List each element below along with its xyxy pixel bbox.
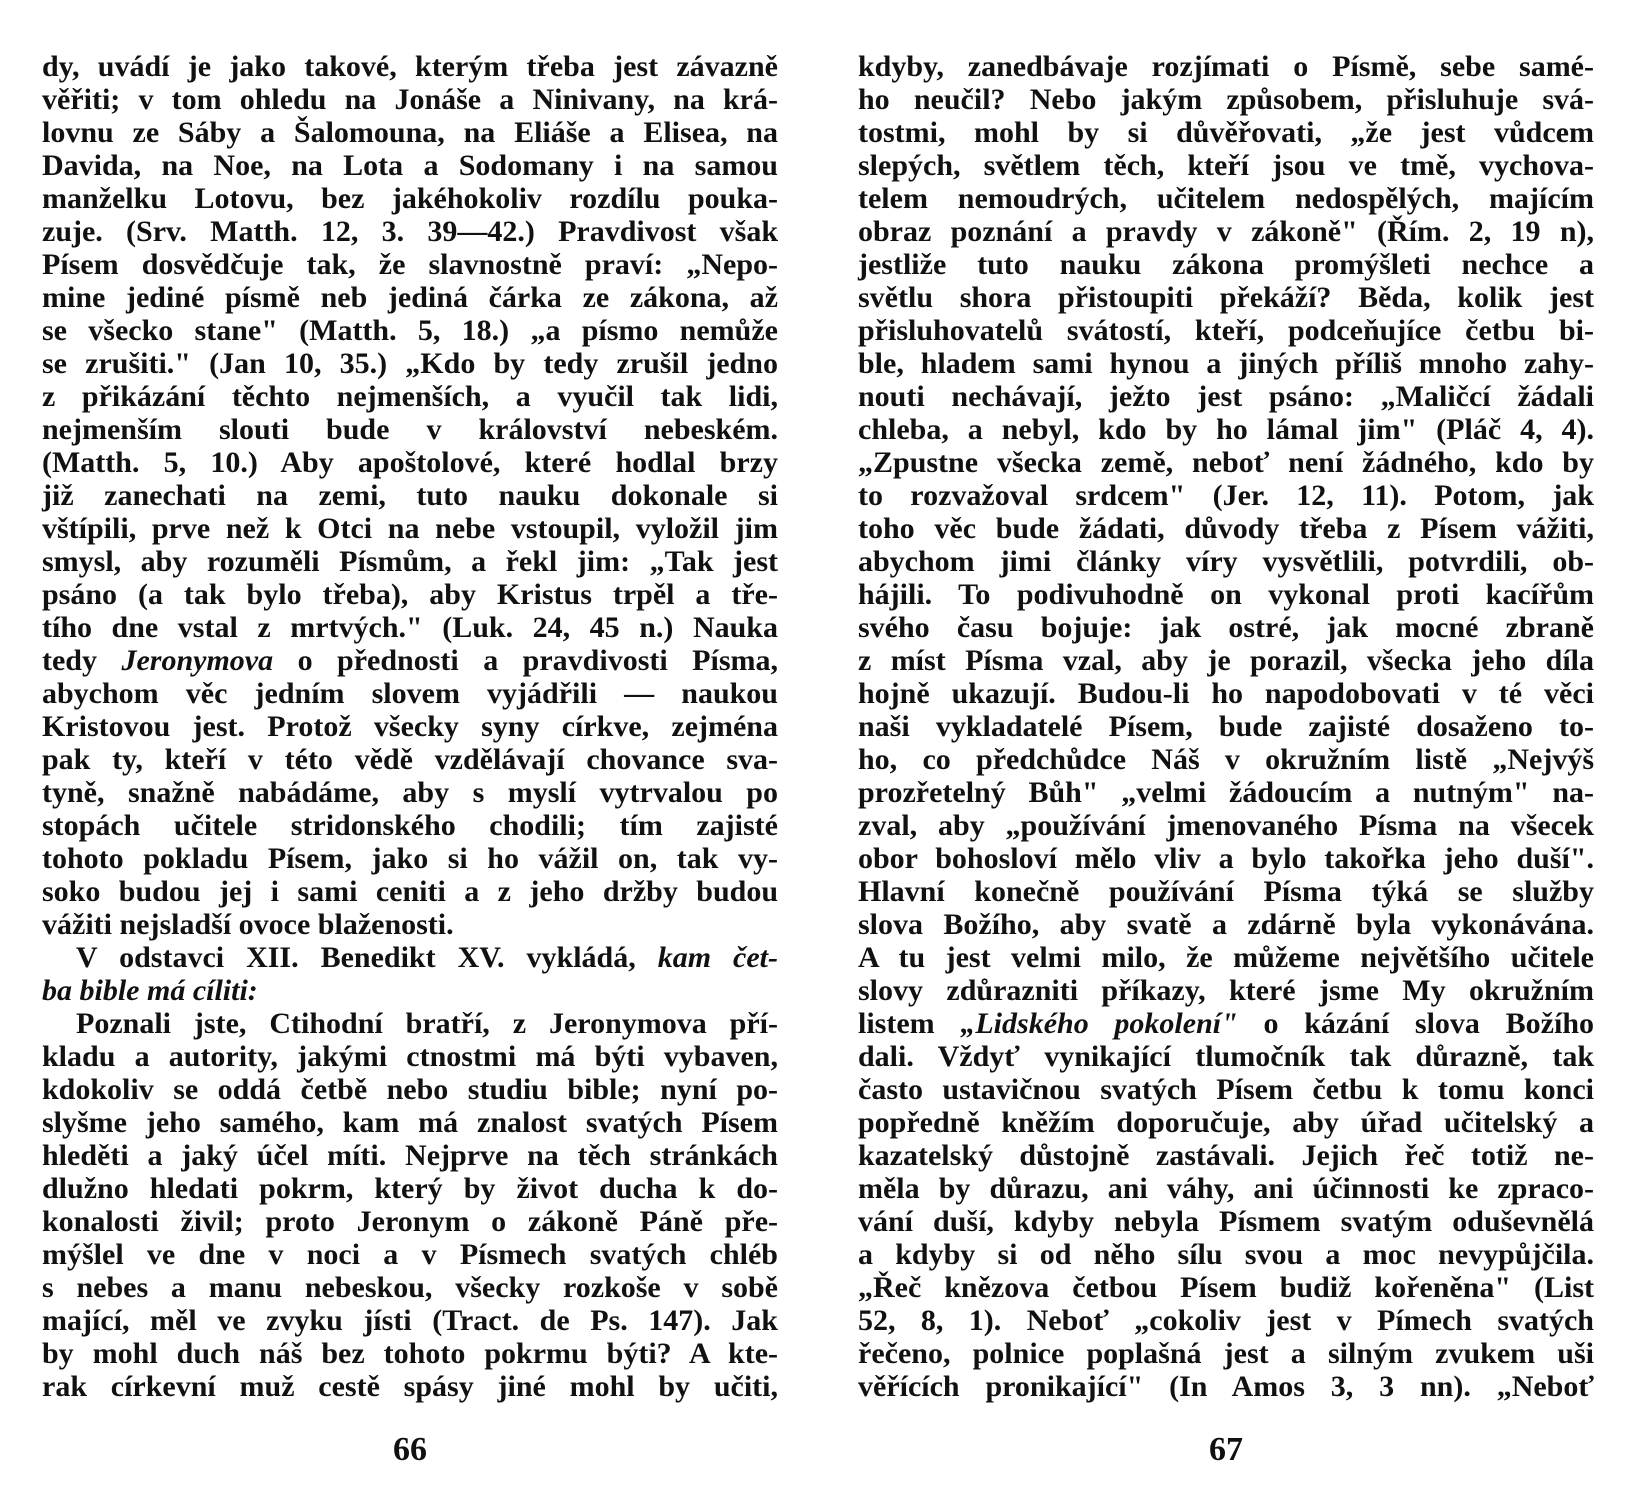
text-line: tostmi, mohl by si důvěřovati, „že jest vůdcem (858, 116, 1594, 149)
text-line: abychom věc jedním slovem vyjádřili — naukou (42, 677, 778, 710)
text-line: se všecko stane" (Matth. 5, 18.) „a písmo nemůže (42, 314, 778, 347)
text-line: ho neučil? Nebo jakým způsobem, přisluhuje svá- (858, 83, 1594, 116)
text-line: a kdyby si od něho sílu svou a moc nevypůjčila. (858, 1238, 1594, 1271)
text-line (42, 644, 778, 677)
text-segment: V odstavci XII. Benedikt XV. vykládá, (76, 941, 658, 974)
text-line: často ustavičnou svatých Písem četbu k tomu konci (858, 1073, 1594, 1106)
text-line: telem nemoudrých, učitelem nedospělých, majícím (858, 182, 1594, 215)
text-line: světlu shora přistoupiti překáží? Běda, kolik jest (858, 281, 1594, 314)
text-line: Poznali jste, Ctihodní bratří, z Jeronymova pří- (76, 1007, 778, 1040)
text-line: Kristovou jest. Protož všecky syny církve, zejména (42, 710, 778, 743)
text-line: slova Božího, aby svatě a zdárně byla vykonávána. (858, 908, 1594, 941)
text-line: vážiti nejsladší ovoce blaženosti. (42, 908, 454, 941)
text-segment: o přednosti a pravdivosti Písma, (273, 644, 778, 677)
text-line: smysl, aby rozuměli Písmům, a řekl jim: „Tak jest (42, 545, 778, 578)
italic-term: Jeronymova (121, 644, 274, 677)
text-line: ble, hladem sami hynou a jiných příliš mnoho zahy- (858, 347, 1594, 380)
text-line: soko budou jej i sami ceniti a z jeho držby budou (42, 875, 778, 908)
text-line: kazatelský důstojně zastávali. Jejich řeč totiž ne- (858, 1139, 1594, 1172)
text-line: A tu jest velmi milo, že můžeme největšího učitele (858, 941, 1594, 974)
text-line: hleděti a jaký účel míti. Nejprve na těch stránkách (42, 1139, 778, 1172)
right-page-text (858, 50, 1594, 1403)
text-line: z míst Písma vzal, aby je porazil, všecka jeho díla (858, 644, 1594, 677)
text-line: „Zpustne všecka země, neboť není žádného, kdo by (858, 446, 1594, 479)
text-line: lovnu ze Sáby a Šalomouna, na Eliáše a Elisea, na (42, 116, 778, 149)
text-line: řečeno, polnice poplašná jest a silným zvukem uši (858, 1337, 1594, 1370)
text-line (42, 974, 778, 1007)
text-line: chleba, a nebyl, kdo by ho lámal jim" (Pláč 4, 4). (858, 413, 1594, 446)
text-line: to rozvažoval srdcem" (Jer. 12, 11). Potom, jak (858, 479, 1594, 512)
text-line: pak ty, kteří v této vědě vzdělávají chovance sva- (42, 743, 778, 776)
text-line (42, 941, 778, 974)
text-line: hojně ukazují. Budou-li ho napodobovati v té věci (858, 677, 1594, 710)
text-line: rak církevní muž cestě spásy jiné mohl by učiti, (42, 1370, 778, 1403)
text-line: tohoto pokladu Písem, jako si ho vážil on, tak vy- (42, 842, 778, 875)
text-line: hájili. To podivuhodně on vykonal proti kacířům (858, 578, 1594, 611)
text-line: popředně kněžím doporučuje, aby úřad učitelský a (858, 1106, 1594, 1139)
italic-term: ba bible má cíliti: (42, 974, 258, 1007)
italic-term: kam čet- (657, 941, 778, 974)
text-line: již zanechati na zemi, tuto nauku dokonale si (42, 479, 778, 512)
text-line: Písem dosvědčuje tak, že slavnostně praví: „Nepo- (42, 248, 778, 281)
text-line: manželku Lotovu, bez jakéhokoliv rozdílu pouka- (42, 182, 778, 215)
text-line: měla by důrazu, ani váhy, ani účinnosti ke zpraco- (858, 1172, 1594, 1205)
text-line: s nebes a manu nebeskou, všecky rozkoše v sobě (42, 1271, 778, 1304)
text-line: mající, měl ve zvyku jísti (Tract. de Ps. 147). Jak (42, 1304, 778, 1337)
page-number-left: 66 (393, 1431, 427, 1468)
text-line: dy, uvádí je jako takové, kterým třeba jest závazně (42, 50, 778, 83)
left-page-text (42, 50, 778, 1403)
text-segment: listem (858, 1007, 961, 1040)
text-line: z přikázání těchto nejmenších, a vyučil tak lidi, (42, 380, 778, 413)
text-line: mine jediné písmě neb jediná čárka ze zákona, až (42, 281, 778, 314)
left-page (42, 50, 778, 1468)
text-line: kdyby, zanedbávaje rozjímati o Písmě, sebe samé- (858, 50, 1594, 83)
text-line: tího dne vstal z mrtvých." (Luk. 24, 45 n.) Nauka (42, 611, 778, 644)
text-line: slovy zdůrazniti příkazy, které jsme My okružním (858, 974, 1594, 1007)
text-line: věřiti; v tom ohledu na Jonáše a Ninivany, na krá- (42, 83, 778, 116)
text-line: Hlavní konečně používání Písma týká se služby (858, 875, 1594, 908)
text-line: kdokoliv se oddá četbě nebo studiu bible; nyní po- (42, 1073, 778, 1106)
text-line: obraz poznání a pravdy v zákoně" (Řím. 2, 19 n), (858, 215, 1594, 248)
text-line: konalosti živil; proto Jeronym o zákoně Páně pře- (42, 1205, 778, 1238)
text-line: prozřetelný Bůh" „velmi žádoucím a nutným" na- (858, 776, 1594, 809)
text-line: mýšlel ve dne v noci a v Písmech svatých chléb (42, 1238, 778, 1271)
text-line: přisluhovatelů svátostí, kteří, podceňujíce četbu bi- (858, 314, 1594, 347)
text-line: by mohl duch náš bez tohoto pokrmu býti? A kte- (42, 1337, 778, 1370)
text-line: slyšme jeho samého, kam má znalost svatých Písem (42, 1106, 778, 1139)
text-line: dlužno hledati pokrm, který by život ducha k do- (42, 1172, 778, 1205)
page-number-right: 67 (1209, 1431, 1243, 1468)
text-line: 52, 8, 1). Neboť „cokoliv jest v Pímech svatých (858, 1304, 1594, 1337)
text-line: „Řeč knězova četbou Písem budiž kořeněna" (List (858, 1271, 1594, 1304)
text-line: se zrušiti." (Jan 10, 35.) „Kdo by tedy zrušil jedno (42, 347, 778, 380)
text-line: Davida, na Noe, na Lota a Sodomany i na samou (42, 149, 778, 182)
text-line: nejmenším slouti bude v království nebeském. (42, 413, 778, 446)
text-line (858, 1007, 1594, 1040)
text-line: (Matth. 5, 10.) Aby apoštolové, které hodlal brzy (42, 446, 778, 479)
text-line: zuje. (Srv. Matth. 12, 3. 39—42.) Pravdivost však (42, 215, 778, 248)
text-line: věřících pronikající" (In Amos 3, 3 nn). „Neboť (858, 1370, 1594, 1403)
text-line: nouti nechávají, ježto jest psáno: „Maličcí žádali (858, 380, 1594, 413)
text-line: tyně, snažně nabádáme, aby s myslí vytrvalou po (42, 776, 778, 809)
text-segment: o kázání slova Božího (1237, 1007, 1594, 1040)
text-line: kladu a autority, jakými ctnostmi má býti vybaven, (42, 1040, 778, 1073)
text-line: zval, aby „používání jmenovaného Písma na všecek (858, 809, 1594, 842)
text-line: obor bohosloví mělo vliv a bylo takořka jeho duší". (858, 842, 1594, 875)
text-line: naši vykladatelé Písem, bude zajisté dosaženo to- (858, 710, 1594, 743)
text-line: jestliže tuto nauku zákona promýšleti nechce a (858, 248, 1594, 281)
right-page (858, 50, 1594, 1468)
text-line: dali. Vždyť vynikající tlumočník tak důrazně, tak (858, 1040, 1594, 1073)
text-segment: tedy (42, 644, 122, 677)
text-line: slepých, světlem těch, kteří jsou ve tmě, vychova- (858, 149, 1594, 182)
text-line: stopách učitele stridonského chodili; tím zajisté (42, 809, 778, 842)
text-line: svého času bojuje: jak ostré, jak mocné zbraně (858, 611, 1594, 644)
italic-term: „Lidského pokolení" (960, 1007, 1238, 1040)
text-line: abychom jimi články víry vysvětlili, potvrdili, ob- (858, 545, 1594, 578)
text-line: ho, co předchůdce Náš v okružním listě „Nejvýš (858, 743, 1594, 776)
text-line: toho věc bude žádati, důvody třeba z Písem vážiti, (858, 512, 1594, 545)
text-line: vštípili, prve než k Otci na nebe vstoupil, vyložil jim (42, 512, 778, 545)
text-line: vání duší, kdyby nebyla Písmem svatým oduševnělá (858, 1205, 1594, 1238)
text-line: psáno (a tak bylo třeba), aby Kristus trpěl a tře- (42, 578, 778, 611)
